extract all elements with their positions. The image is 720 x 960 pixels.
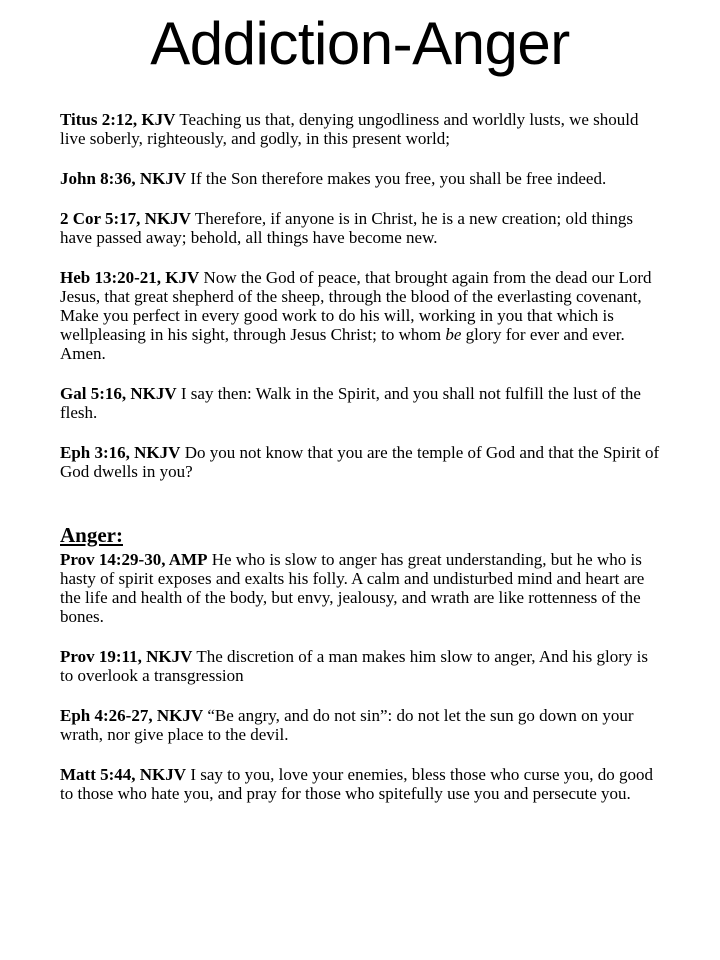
verse-reference: Matt 5:44, NKJV: [60, 765, 187, 784]
verse-text: Teaching us that, denying ungodliness and worldly lusts, we should live soberly, righteously, and godly, in this present world;: [60, 110, 639, 148]
verse-text: Now the God of peace, that brought again from the dead our Lord Jesus, that great shepherd of the sheep, through the blood of the everlasting covenant, Make you perfect in every good work to do his will, working in you that which is wellpleasing in his sight, through Jesus Christ; to whom: [60, 268, 652, 344]
verse-text: If the Son therefore makes you free, you shall be free indeed.: [186, 169, 607, 188]
verse-text: glory for ever and ever. Amen.: [60, 325, 625, 363]
verse-reference: 2 Cor 5:17, NKJV: [60, 209, 191, 228]
verse-text: I say to you, love your enemies, bless those who curse you, do good to those who hate you, and pray for those who spitefully use you and persecute you.: [60, 765, 654, 803]
verse-paragraph: [60, 110, 660, 148]
verse-reference: Eph 4:26-27, NKJV: [60, 706, 204, 725]
verse-text: I say then: Walk in the Spirit, and you shall not fulfill the lust of the flesh.: [60, 384, 641, 422]
verse-paragraph: [60, 268, 660, 363]
verse-reference: John 8:36, NKJV: [60, 169, 187, 188]
verse-paragraph: [60, 647, 660, 685]
page-title: Addiction-Anger: [150, 10, 570, 77]
verse-paragraph: [60, 384, 660, 422]
verse-paragraph: [60, 209, 660, 247]
verse-text: Therefore, if anyone is in Christ, he is a new creation; old things have passed away; behold, all things have become new.: [60, 209, 634, 247]
verse-text: “Be angry, and do not sin”: do not let the sun go down on your wrath, nor give place to the devil.: [60, 706, 634, 744]
verse-paragraph: [60, 169, 660, 188]
verse-paragraph: [60, 706, 660, 744]
verse-paragraph: [60, 443, 660, 481]
verse-text: The discretion of a man makes him slow to anger, And his glory is to overlook a transgression: [60, 647, 648, 685]
document-body: [60, 110, 660, 824]
anger-section: [60, 522, 660, 803]
verse-reference: Prov 14:29-30, AMP: [60, 550, 208, 569]
verse-text-italic: be: [445, 325, 462, 344]
verse-reference: Eph 3:16, NKJV: [60, 443, 181, 462]
verse-reference: Titus 2:12, KJV: [60, 110, 176, 129]
verse-reference: Heb 13:20-21, KJV: [60, 268, 200, 287]
verse-paragraph: [60, 765, 660, 803]
verse-reference: Prov 19:11, NKJV: [60, 647, 193, 666]
section-heading: Anger:: [60, 523, 123, 547]
verse-reference: Gal 5:16, NKJV: [60, 384, 177, 403]
verse-paragraph: [60, 550, 660, 626]
verse-text: Do you not know that you are the temple of God and that the Spirit of God dwells in you?: [60, 443, 660, 481]
addiction-section: [60, 110, 660, 481]
verse-text: He who is slow to anger has great understanding, but he who is hasty of spirit exposes and exalts his folly. A calm and undisturbed mind and heart are the life and health of the body, but envy, jealousy, and wrath are like rottenness of the bones.: [60, 550, 645, 626]
